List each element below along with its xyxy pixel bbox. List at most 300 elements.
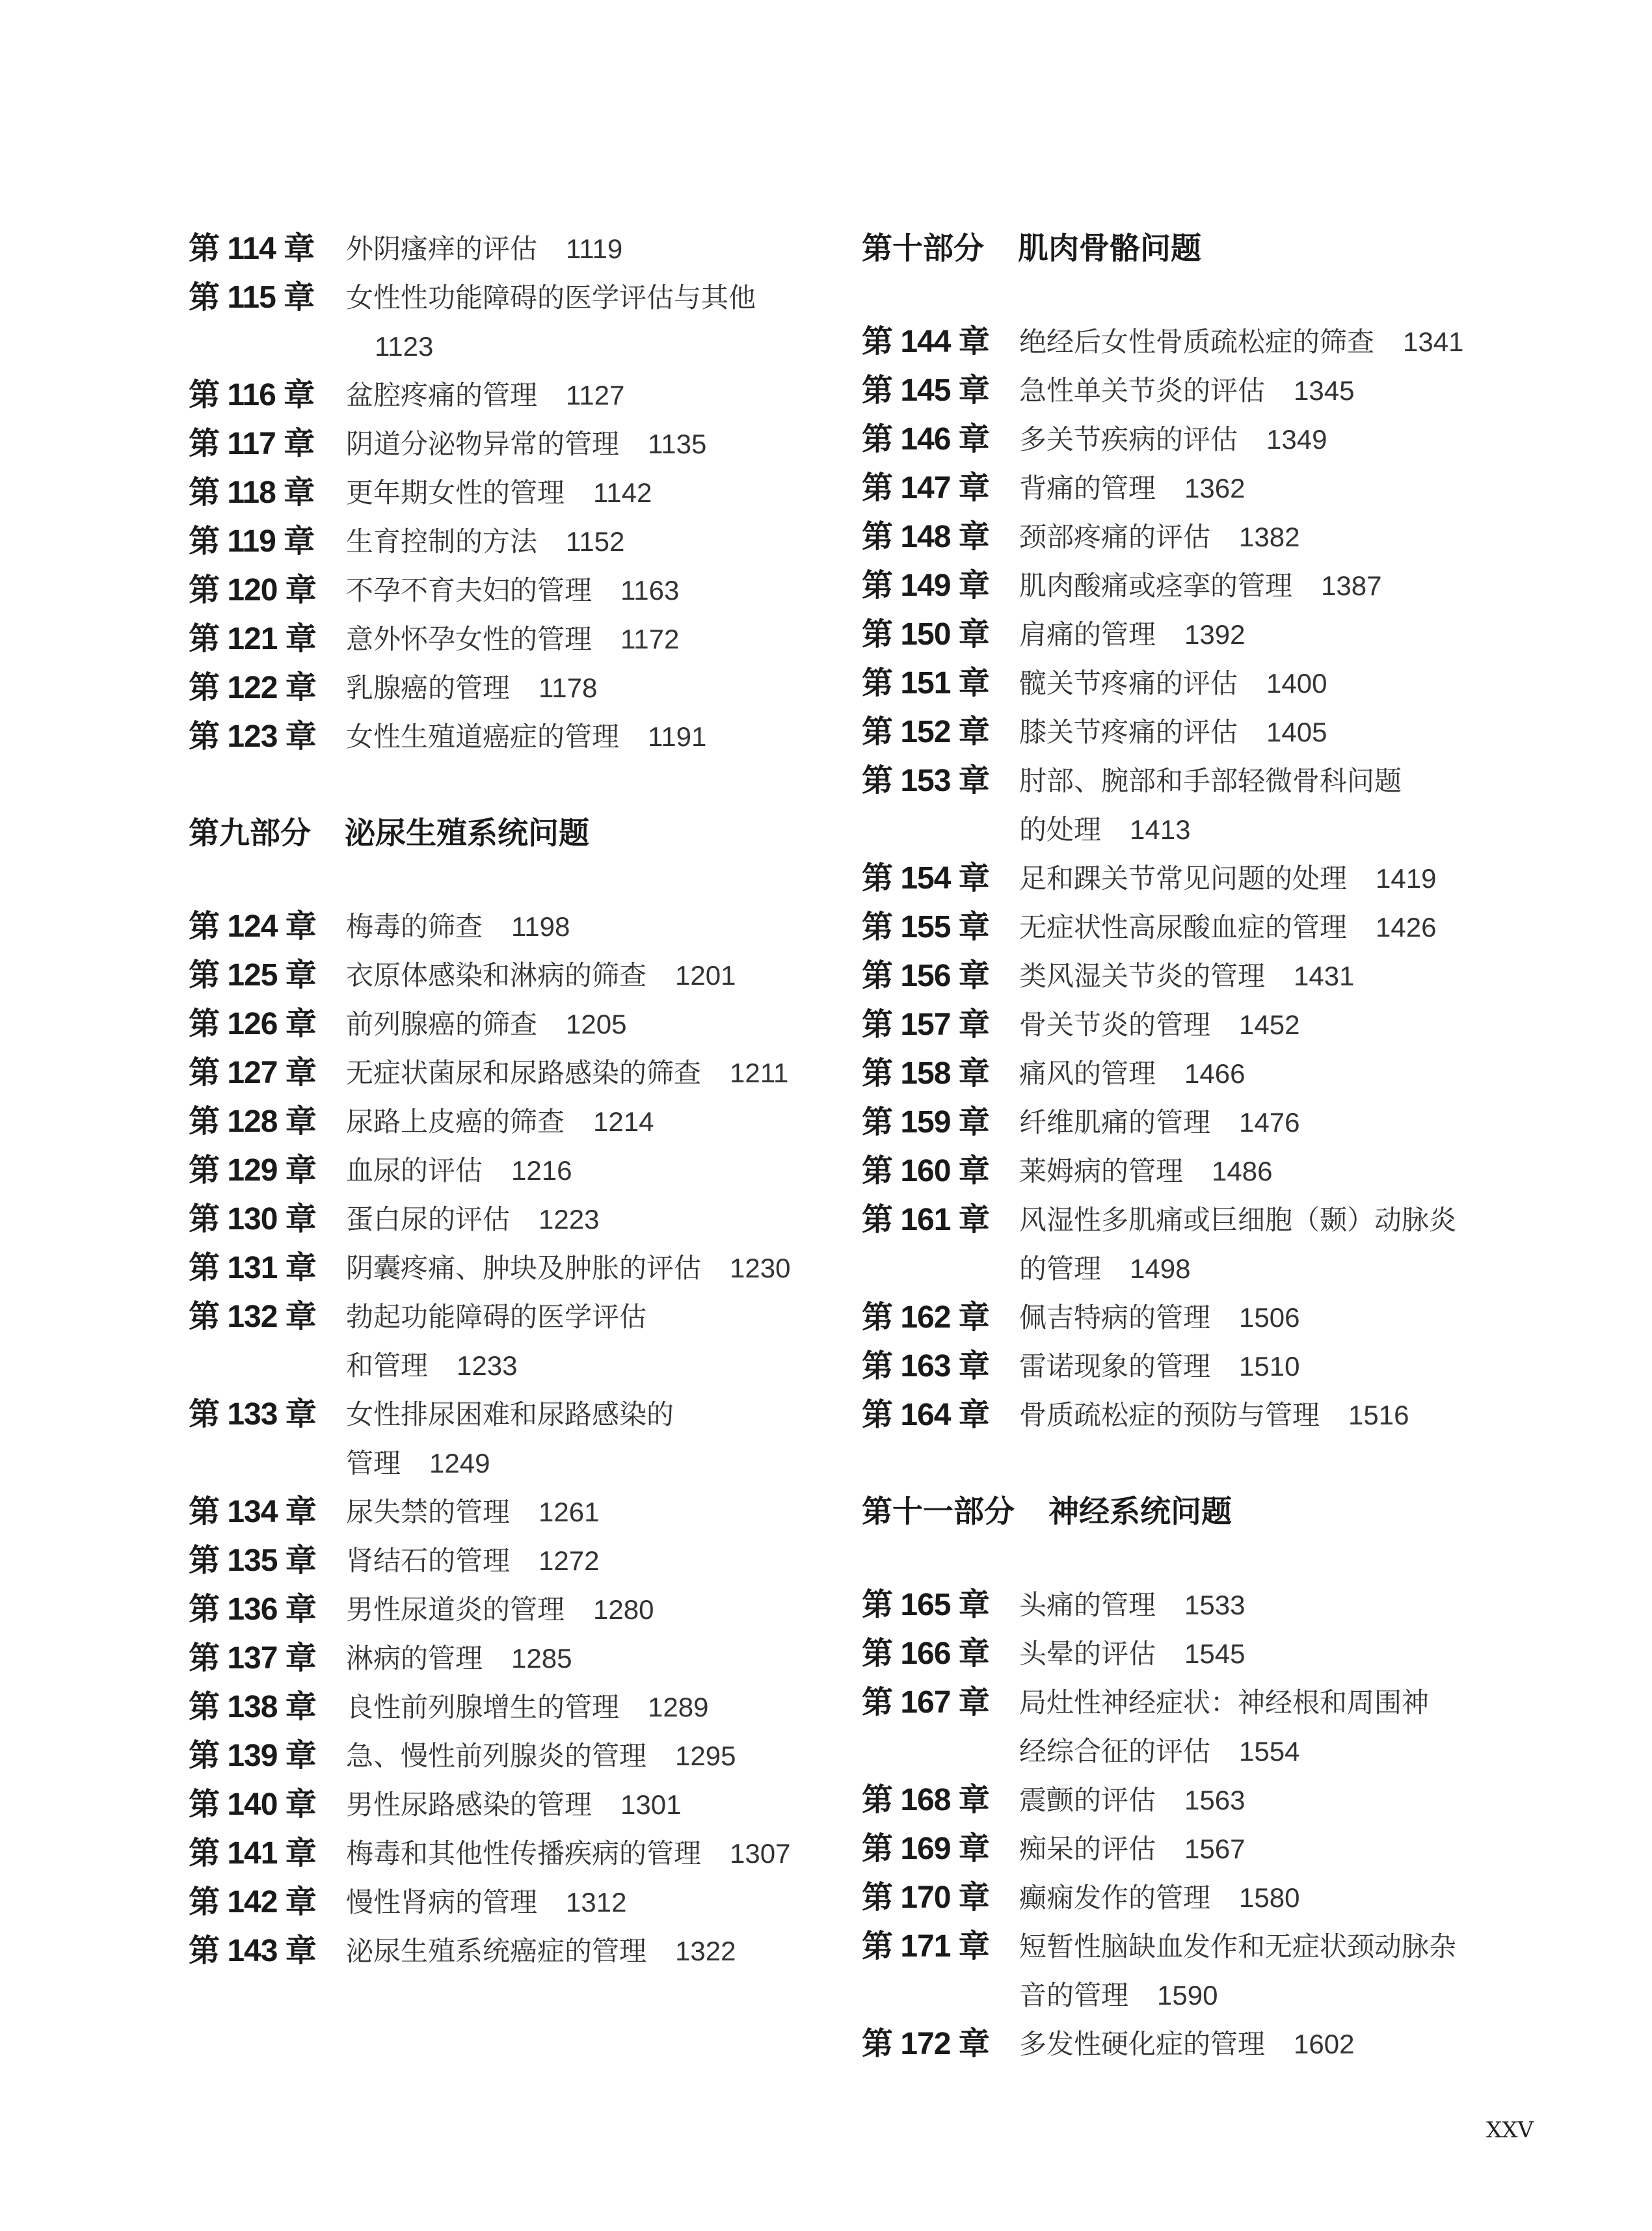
chapter-title: 纤维肌痛的管理	[1019, 1106, 1211, 1138]
chapter-title: 勃起功能障碍的医学评估	[346, 1301, 647, 1333]
chapter-number: 第 135 章	[189, 1543, 316, 1578]
chapter-number: 第 158 章	[862, 1056, 989, 1091]
chapter-page: 1233	[457, 1350, 518, 1381]
chapter-number: 第 132 章	[189, 1300, 316, 1334]
chapter-title-wrap	[346, 1683, 839, 1731]
toc-entry	[862, 708, 1512, 756]
chapter-title: 意外怀孕女性的管理	[346, 623, 593, 655]
chapter-title-wrap	[1019, 952, 1512, 1000]
chapter-title-wrap	[346, 1146, 839, 1195]
chapter-title: 女性性功能障碍的医学评估与其他	[346, 282, 756, 314]
chapter-title-wrap	[346, 663, 839, 712]
chapter-number: 第 166 章	[862, 1637, 989, 1671]
chapter-title: 急性单关节炎的评估	[1019, 375, 1266, 407]
chapter-page: 1362	[1184, 473, 1246, 503]
toc-entry	[189, 371, 839, 420]
toc-entry	[189, 273, 839, 371]
chapter-page: 1285	[511, 1643, 572, 1674]
chapter-title-wrap	[346, 712, 839, 761]
toc-entry	[189, 1634, 839, 1683]
chapter-page: 1216	[511, 1155, 572, 1186]
chapter-number: 第 128 章	[189, 1104, 316, 1139]
chapter-title-wrap	[1019, 366, 1512, 415]
toc-entry	[862, 1098, 1512, 1147]
chapter-number: 第 162 章	[862, 1300, 989, 1335]
toc-entry	[862, 464, 1512, 513]
chapter-title: 尿失禁的管理	[346, 1496, 511, 1528]
chapter-page: 1516	[1348, 1400, 1409, 1430]
chapter-number: 第 140 章	[189, 1787, 316, 1822]
toc-entry	[189, 1292, 839, 1390]
chapter-number: 第 136 章	[189, 1592, 316, 1627]
chapter-page: 1135	[648, 429, 707, 459]
toc-entry	[862, 1196, 1512, 1293]
toc-entry	[189, 951, 839, 1000]
chapter-title-wrap	[346, 566, 839, 615]
toc-entry	[189, 615, 839, 663]
chapter-number: 第 151 章	[862, 666, 989, 701]
toc-entry	[862, 756, 1512, 854]
chapter-number: 第 123 章	[189, 719, 316, 754]
chapter-title-wrap	[346, 1244, 839, 1292]
chapter-title-wrap	[346, 1878, 839, 1927]
chapter-number: 第 134 章	[189, 1495, 316, 1529]
chapter-number: 第 122 章	[189, 671, 316, 705]
toc-entry	[862, 1629, 1512, 1678]
chapter-page: 1413	[1130, 814, 1191, 845]
chapter-number: 第 119 章	[189, 524, 315, 559]
toc-entry	[862, 317, 1512, 366]
chapter-page: 1426	[1376, 912, 1437, 942]
chapter-title: 膝关节疼痛的评估	[1019, 716, 1238, 748]
chapter-title: 肌肉酸痛或痉挛的管理	[1019, 570, 1293, 602]
toc-entry	[862, 1049, 1512, 1098]
chapter-number: 第 125 章	[189, 958, 316, 993]
chapter-number: 第 121 章	[189, 622, 316, 656]
section-label: 第九部分	[189, 816, 311, 851]
section-label: 第十部分	[862, 231, 984, 267]
chapter-title: 生育控制的方法	[346, 526, 538, 557]
toc-entry	[862, 561, 1512, 610]
chapter-title: 髋关节疼痛的评估	[1019, 667, 1238, 699]
toc-entry	[862, 659, 1512, 708]
chapter-page: 1119	[566, 234, 623, 264]
chapter-page: 1345	[1294, 375, 1355, 406]
chapter-page: 1590	[1157, 1980, 1218, 2011]
chapter-number: 第 133 章	[189, 1397, 316, 1432]
chapter-title: 骨质疏松症的预防与管理	[1019, 1399, 1320, 1431]
chapter-title-wrap	[1019, 415, 1512, 464]
chapter-page: 1295	[675, 1741, 736, 1771]
toc-entry	[189, 663, 839, 712]
chapter-number: 第 126 章	[189, 1007, 316, 1041]
chapter-title-wrap	[346, 951, 839, 1000]
toc-entry	[189, 1146, 839, 1195]
chapter-page: 1223	[539, 1204, 600, 1235]
chapter-page: 1400	[1266, 668, 1327, 699]
chapter-title: 男性尿道炎的管理	[346, 1594, 565, 1625]
chapter-title: 肩痛的管理	[1019, 619, 1156, 650]
toc-right-column	[862, 224, 1512, 2068]
chapter-page: 1510	[1239, 1351, 1300, 1382]
chapter-title-wrap	[1019, 2020, 1512, 2068]
toc-entry	[189, 1390, 839, 1488]
chapter-title: 良性前列腺增生的管理	[346, 1691, 620, 1723]
chapter-number: 第 142 章	[189, 1885, 316, 1919]
chapter-title-wrap	[346, 615, 839, 663]
chapter-number: 第 139 章	[189, 1739, 316, 1773]
chapter-title: 阴道分泌物异常的管理	[346, 428, 620, 460]
toc-entry	[189, 712, 839, 761]
chapter-page: 1142	[593, 477, 652, 508]
toc-entry	[189, 1927, 839, 1975]
chapter-title: 短暂性脑缺血发作和无症状颈动脉杂	[1019, 1930, 1457, 1962]
chapter-page: 1387	[1321, 570, 1382, 601]
chapter-page: 1172	[620, 624, 680, 654]
chapter-title: 蛋白尿的评估	[346, 1203, 511, 1235]
chapter-title: 风湿性多肌痛或巨细胞（颞）动脉炎	[1019, 1204, 1457, 1236]
chapter-number: 第 124 章	[189, 909, 316, 944]
chapter-number: 第 160 章	[862, 1154, 989, 1188]
chapter-page: 1580	[1239, 1882, 1300, 1913]
toc-entry	[862, 1293, 1512, 1342]
chapter-title-wrap	[346, 1292, 839, 1390]
chapter-title: 骨关节炎的管理	[1019, 1009, 1211, 1041]
chapter-number: 第 137 章	[189, 1641, 316, 1676]
chapter-page: 1405	[1266, 717, 1327, 747]
chapter-page: 1498	[1130, 1253, 1191, 1284]
chapter-title-wrap	[346, 420, 839, 468]
chapter-title: 肘部、腕部和手部轻微骨科问题	[1019, 765, 1402, 797]
chapter-title: 足和踝关节常见问题的处理	[1019, 862, 1348, 894]
chapter-title-wrap	[1019, 1342, 1512, 1391]
toc-entry	[189, 1049, 839, 1097]
chapter-number: 第 146 章	[862, 422, 989, 457]
chapter-page: 1289	[648, 1692, 709, 1722]
toc-entry	[862, 1342, 1512, 1391]
chapter-title-wrap	[1019, 317, 1512, 366]
chapter-title: 衣原体感染和淋病的筛查	[346, 959, 647, 991]
chapter-number: 第 141 章	[189, 1836, 316, 1871]
chapter-title-wrap	[1019, 708, 1512, 756]
chapter-number: 第 147 章	[862, 471, 989, 505]
chapter-title: 癫痫发作的管理	[1019, 1882, 1211, 1914]
chapter-page: 1191	[648, 721, 707, 752]
chapter-number: 第 164 章	[862, 1398, 989, 1432]
chapter-number: 第 131 章	[189, 1251, 316, 1285]
chapter-title: 莱姆病的管理	[1019, 1155, 1184, 1187]
chapter-page: 1163	[620, 575, 680, 606]
toc-entry	[862, 1581, 1512, 1629]
chapter-title-wrap	[346, 1000, 839, 1049]
toc-entry	[189, 1585, 839, 1634]
chapter-page: 1602	[1294, 2029, 1355, 2059]
toc-entry	[862, 1000, 1512, 1049]
chapter-number: 第 127 章	[189, 1056, 316, 1090]
chapter-title-wrap	[1019, 1147, 1512, 1196]
section-heading	[862, 224, 1512, 273]
chapter-number: 第 120 章	[189, 573, 316, 608]
chapter-title: 肾结石的管理	[346, 1545, 511, 1577]
chapter-number: 第 154 章	[862, 861, 989, 896]
chapter-page: 1301	[620, 1789, 682, 1820]
chapter-title-wrap	[346, 273, 839, 371]
chapter-number: 第 149 章	[862, 568, 989, 603]
chapter-title-wrap	[346, 1390, 839, 1488]
chapter-title: 血尿的评估	[346, 1155, 483, 1186]
chapter-title-cont: 管理	[346, 1447, 401, 1479]
chapter-title-wrap	[1019, 903, 1512, 952]
chapter-title: 痛风的管理	[1019, 1058, 1156, 1089]
chapter-title: 慢性肾病的管理	[346, 1886, 538, 1918]
chapter-page: 1322	[675, 1936, 736, 1966]
toc-entry	[189, 902, 839, 951]
chapter-number: 第 172 章	[862, 2027, 989, 2061]
chapter-title-wrap	[346, 371, 839, 420]
chapter-number: 第 145 章	[862, 373, 989, 408]
chapter-title-wrap	[346, 1097, 839, 1146]
chapter-title: 急、慢性前列腺炎的管理	[346, 1740, 647, 1772]
chapter-title-wrap	[346, 1927, 839, 1975]
chapter-title-wrap	[1019, 561, 1512, 610]
toc-left-column	[189, 224, 839, 1975]
toc-entry	[189, 1000, 839, 1049]
chapter-page: 1201	[675, 960, 736, 991]
chapter-page: 1476	[1239, 1107, 1300, 1138]
chapter-title: 梅毒的筛查	[346, 911, 483, 942]
chapter-number: 第 170 章	[862, 1880, 989, 1915]
chapter-title: 前列腺癌的筛查	[346, 1008, 538, 1040]
chapter-page: 1567	[1184, 1834, 1246, 1864]
toc-entry	[189, 1195, 839, 1244]
chapter-title-cont: 和管理	[346, 1350, 429, 1382]
section-heading	[862, 1488, 1512, 1536]
chapter-title-wrap	[1019, 1678, 1512, 1776]
chapter-title: 震颤的评估	[1019, 1784, 1156, 1816]
chapter-title: 多关节疾病的评估	[1019, 423, 1238, 455]
chapter-title-wrap	[1019, 513, 1512, 561]
page-number: XXV	[1486, 2117, 1534, 2143]
section-label: 第十一部分	[862, 1494, 1015, 1530]
chapter-number: 第 115 章	[189, 280, 315, 315]
chapter-number: 第 144 章	[862, 325, 989, 359]
chapter-title: 局灶性神经症状：神经根和周围神	[1019, 1687, 1430, 1718]
chapter-page: 1211	[730, 1058, 789, 1088]
chapter-page: 1563	[1184, 1785, 1246, 1815]
chapter-number: 第 130 章	[189, 1202, 316, 1236]
chapter-page: 1249	[429, 1448, 490, 1478]
chapter-title-wrap	[346, 1731, 839, 1780]
toc-entry	[189, 1829, 839, 1878]
section-title: 肌肉骨骼问题	[1018, 231, 1201, 267]
chapter-title: 无症状菌尿和尿路感染的筛查	[346, 1057, 702, 1089]
chapter-title-wrap	[1019, 854, 1512, 903]
chapter-number: 第 168 章	[862, 1783, 989, 1817]
chapter-title: 佩吉特病的管理	[1019, 1302, 1211, 1333]
chapter-number: 第 156 章	[862, 959, 989, 993]
chapter-page: 1554	[1239, 1736, 1300, 1767]
chapter-title: 更年期女性的管理	[346, 477, 565, 509]
chapter-title-wrap	[346, 1049, 839, 1097]
chapter-title: 绝经后女性骨质疏松症的筛查	[1019, 326, 1375, 358]
section-title: 神经系统问题	[1048, 1494, 1232, 1530]
chapter-title: 盆腔疼痛的管理	[346, 379, 538, 411]
chapter-page: 1506	[1239, 1302, 1300, 1333]
toc-entry	[862, 610, 1512, 659]
toc-entry	[189, 1244, 839, 1292]
toc-entry	[862, 1776, 1512, 1824]
chapter-title: 颈部疼痛的评估	[1019, 521, 1211, 553]
chapter-page: 1382	[1239, 522, 1300, 552]
chapter-title: 泌尿生殖系统癌症的管理	[346, 1935, 647, 1967]
chapter-title-wrap	[346, 1536, 839, 1585]
chapter-title-wrap	[346, 1829, 839, 1878]
chapter-page: 1280	[593, 1594, 654, 1625]
chapter-number: 第 138 章	[189, 1690, 316, 1724]
chapter-number: 第 150 章	[862, 617, 989, 652]
chapter-title-wrap	[346, 1634, 839, 1683]
chapter-title-wrap	[1019, 1000, 1512, 1049]
chapter-title-wrap	[1019, 1581, 1512, 1629]
chapter-number: 第 157 章	[862, 1008, 989, 1042]
chapter-title-wrap	[1019, 659, 1512, 708]
chapter-title-wrap	[346, 1780, 839, 1829]
toc-entry	[862, 1147, 1512, 1196]
chapter-title-wrap	[1019, 1824, 1512, 1873]
chapter-page: 1127	[566, 380, 625, 410]
toc-entry	[189, 1731, 839, 1780]
chapter-page: 1533	[1184, 1590, 1246, 1620]
chapter-number: 第 152 章	[862, 715, 989, 749]
chapter-title: 不孕不育夫妇的管理	[346, 574, 593, 606]
chapter-title-wrap	[1019, 1391, 1512, 1439]
toc-entry	[189, 1536, 839, 1585]
chapter-title-wrap	[1019, 1629, 1512, 1678]
toc-entry	[189, 1097, 839, 1146]
chapter-title-wrap	[346, 468, 839, 517]
toc-entry	[189, 1683, 839, 1731]
chapter-number: 第 159 章	[862, 1105, 989, 1140]
chapter-title: 雷诺现象的管理	[1019, 1350, 1211, 1382]
chapter-page: 1452	[1239, 1009, 1300, 1040]
chapter-number: 第 117 章	[189, 427, 315, 461]
chapter-number: 第 153 章	[862, 764, 989, 798]
chapter-title: 乳腺癌的管理	[346, 672, 511, 704]
toc-entry	[862, 513, 1512, 561]
chapter-number: 第 171 章	[862, 1929, 989, 1964]
chapter-number: 第 163 章	[862, 1349, 989, 1383]
toc-entry	[862, 854, 1512, 903]
chapter-title: 女性生殖道癌症的管理	[346, 721, 620, 753]
chapter-title: 男性尿路感染的管理	[346, 1789, 593, 1821]
chapter-page: 1307	[730, 1838, 791, 1869]
chapter-title-wrap	[1019, 1873, 1512, 1922]
chapter-number: 第 155 章	[862, 910, 989, 944]
chapter-page: 1486	[1212, 1156, 1273, 1186]
toc-entry	[189, 420, 839, 468]
chapter-title: 无症状性高尿酸血症的管理	[1019, 911, 1348, 943]
toc-entry	[862, 1824, 1512, 1873]
toc-entry	[189, 468, 839, 517]
toc-entry	[189, 1488, 839, 1536]
chapter-page: 1419	[1376, 863, 1437, 894]
chapter-title: 尿路上皮癌的筛查	[346, 1106, 565, 1138]
chapter-title-wrap	[1019, 464, 1512, 513]
chapter-title: 女性排尿困难和尿路感染的	[346, 1398, 674, 1430]
chapter-number: 第 161 章	[862, 1203, 989, 1237]
chapter-title-wrap	[1019, 756, 1512, 854]
toc-entry	[862, 1678, 1512, 1776]
chapter-title-wrap	[346, 1488, 839, 1536]
chapter-number: 第 129 章	[189, 1153, 316, 1188]
chapter-title-cont: 音的管理	[1019, 1979, 1129, 2011]
chapter-number: 第 143 章	[189, 1934, 316, 1968]
chapter-title: 头晕的评估	[1019, 1638, 1156, 1670]
chapter-title: 梅毒和其他性传播疾病的管理	[346, 1837, 702, 1869]
toc-entry	[862, 366, 1512, 415]
chapter-title-wrap	[1019, 1922, 1512, 2020]
toc-entry	[862, 1873, 1512, 1922]
chapter-title: 头痛的管理	[1019, 1589, 1156, 1621]
chapter-page: 1230	[730, 1253, 791, 1283]
section-heading	[189, 809, 839, 858]
chapter-page: 1392	[1184, 619, 1246, 650]
toc-entry	[862, 1922, 1512, 2020]
chapter-page: 1178	[539, 673, 598, 703]
toc-entry	[862, 903, 1512, 952]
chapter-title-wrap	[346, 902, 839, 951]
toc-entry	[862, 415, 1512, 464]
chapter-page: 1214	[593, 1106, 654, 1137]
toc-entry	[189, 1878, 839, 1927]
toc-entry	[189, 517, 839, 566]
chapter-title-wrap	[346, 517, 839, 566]
toc-entry	[189, 1780, 839, 1829]
chapter-title-wrap	[346, 1585, 839, 1634]
chapter-page: 1341	[1403, 327, 1464, 357]
chapter-page: 1272	[539, 1545, 600, 1576]
chapter-number: 第 114 章	[189, 232, 315, 266]
section-title: 泌尿生殖系统问题	[345, 816, 589, 851]
chapter-number: 第 116 章	[189, 378, 315, 412]
chapter-title: 痴呆的评估	[1019, 1833, 1156, 1865]
chapter-page: 1545	[1184, 1638, 1246, 1669]
chapter-page: 1431	[1294, 961, 1355, 991]
chapter-title-wrap	[346, 224, 839, 273]
chapter-number: 第 148 章	[862, 520, 989, 554]
chapter-number: 第 167 章	[862, 1685, 989, 1720]
chapter-title: 淋病的管理	[346, 1642, 483, 1674]
chapter-title-wrap	[1019, 1776, 1512, 1824]
chapter-page: 1205	[566, 1009, 627, 1039]
chapter-page: 1261	[539, 1497, 600, 1527]
chapter-title-wrap	[1019, 610, 1512, 659]
chapter-page: 1152	[566, 526, 625, 557]
toc-entry	[189, 224, 839, 273]
chapter-title-wrap	[1019, 1293, 1512, 1342]
chapter-page: 1198	[511, 911, 570, 942]
chapter-title-wrap	[1019, 1049, 1512, 1098]
toc-entry	[189, 566, 839, 615]
chapter-title-wrap	[1019, 1098, 1512, 1147]
chapter-number: 第 169 章	[862, 1832, 989, 1866]
chapter-title: 阴囊疼痛、肿块及肿胀的评估	[346, 1252, 702, 1284]
toc-entry	[862, 952, 1512, 1000]
chapter-title: 多发性硬化症的管理	[1019, 2028, 1266, 2060]
chapter-title-cont: 经综合征的评估	[1019, 1735, 1211, 1767]
chapter-page: 1466	[1184, 1058, 1246, 1089]
chapter-number: 第 165 章	[862, 1588, 989, 1622]
